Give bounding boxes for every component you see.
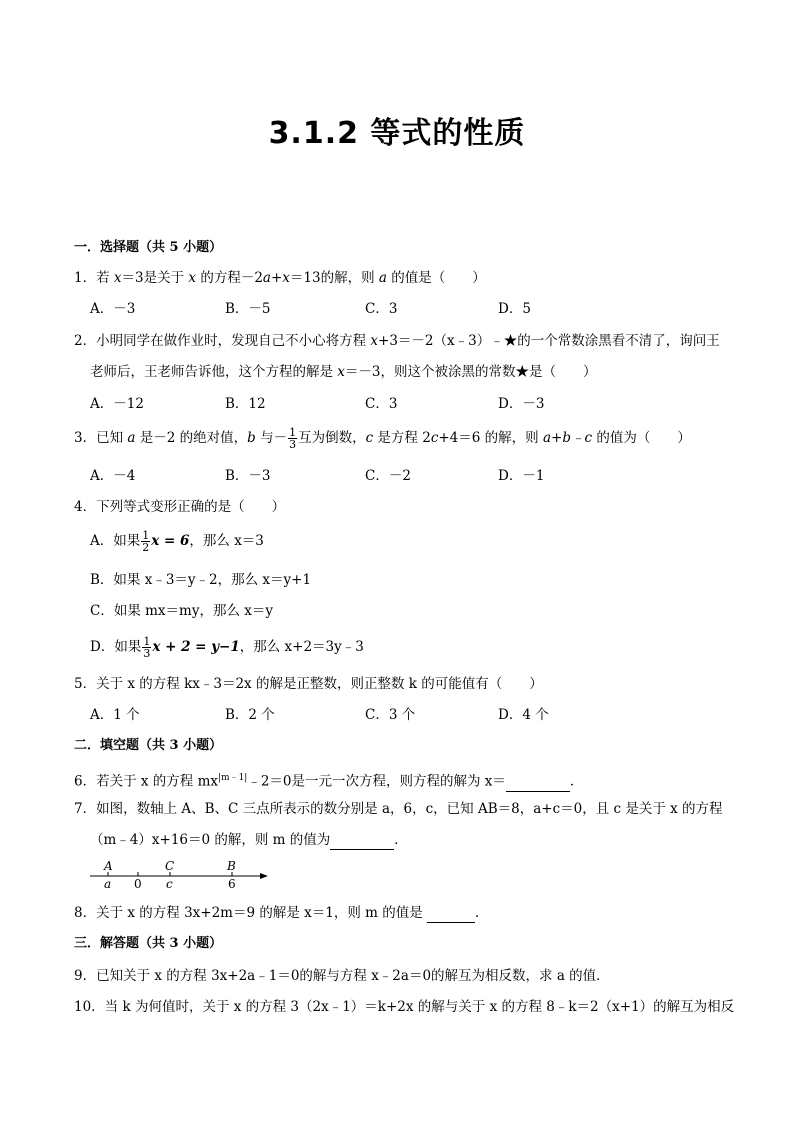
question-7-stem-line1: 7．如图，数轴上 A、B、C 三点所表示的数分别是 a，6，c，已知 AB＝8，a+c＝0，且 c 是关于 x 的方程 (74, 801, 723, 817)
question-4-option-a: A．如果 $\frac{1}{2}$ x = 6，那么 x＝3 (90, 529, 264, 554)
section-heading-choice: 一．选择题（共 5 小题） (74, 240, 223, 255)
question-1-option-d: D．5 (498, 301, 531, 317)
question-5-option-a: A．1 个 (90, 707, 140, 723)
point-label-c-upper: C (165, 859, 175, 873)
question-6-stem: 6．若关于 x 的方程 $mx^{|m﹣1|}﹣2=0$是一元一次方程，则方程的解为 x＝ ． (74, 773, 584, 790)
question-5-stem: 5．关于 x 的方程 kx﹣3＝2x 的解是正整数，则正整数 k 的可能值有（ ） (74, 676, 543, 692)
answer-blank[interactable] (427, 908, 475, 923)
question-9-stem: 9．已知关于 x 的方程 3x+2a﹣1＝0的解与方程 x﹣2a＝0的解互为相反数，求 a 的值． (74, 968, 610, 984)
question-3-option-d: D．－1 (498, 468, 545, 484)
question-5-option-c: C．3 个 (365, 707, 416, 723)
value-label-six: 6 (228, 877, 236, 891)
question-4-option-c: C．如果 mx＝my，那么 x＝y (90, 603, 273, 619)
value-label-a: a (104, 877, 112, 891)
axis-arrowhead (260, 873, 268, 879)
question-3-option-b: B．－3 (225, 468, 271, 484)
question-4-option-d: D．如果 $\frac{1}{3}$ x + 2 = y−1，那么 x+2＝3y﹣3 (90, 635, 364, 660)
question-1-option-c: C．3 (365, 301, 398, 317)
question-5-option-d: D．4 个 (498, 707, 549, 723)
question-4-stem: 4．下列等式变形正确的是（ ） (74, 499, 286, 515)
question-2-stem-line1: 2．小明同学在做作业时，发现自己不小心将方程 x+3＝－2（x﹣3）﹣★的一个常数涂黑看不清了，询问王 (74, 333, 720, 349)
question-1-option-a: A．－3 (90, 301, 136, 317)
question-2-option-b: B．12 (225, 396, 266, 412)
section-heading-fill: 二．填空题（共 3 小题） (74, 738, 223, 753)
value-label-c: c (166, 877, 173, 891)
fraction-one-third: $\frac{1}{3}$ (289, 426, 297, 451)
question-3-option-c: C．－2 (365, 468, 411, 484)
question-2-option-d: D．－3 (498, 396, 545, 412)
question-2-stem-line2: 老师后，王老师告诉他，这个方程的解是 x＝－3，则这个被涂黑的常数★是（ ） (90, 364, 597, 380)
question-10-stem: 10．当 k 为何值时，关于 x 的方程 3（2x﹣1）＝k+2x 的解与关于 x 的方程 8﹣k＝2（x+1）的解互为相反 (74, 999, 735, 1015)
value-label-zero: 0 (134, 877, 142, 891)
section-heading-solve: 三．解答题（共 3 小题） (74, 936, 223, 951)
number-line-figure (88, 856, 278, 892)
point-label-a-upper: A (104, 859, 113, 873)
question-5-option-b: B．2 个 (225, 707, 275, 723)
point-label-b-upper: B (227, 859, 236, 873)
question-7-stem-line2: （m﹣4）x+16＝0 的解，则 m 的值为 ． (90, 832, 408, 848)
answer-blank[interactable] (330, 835, 394, 850)
answer-blank[interactable] (506, 777, 570, 792)
question-3-stem: 3．已知 a 是－2 的绝对值，b 与－ $\frac{1}{3}$ 互为倒数，c 是方程 2c+4＝6 的解，则 a+b﹣c 的值为（ ） (74, 426, 691, 451)
question-1-option-b: B．－5 (225, 301, 271, 317)
question-2-option-c: C．3 (365, 396, 398, 412)
page-title: 3.1.2 等式的性质 (268, 116, 526, 151)
question-2-option-a: A．－12 (90, 396, 144, 412)
question-3-option-a: A．－4 (90, 468, 136, 484)
question-4-option-b: B．如果 x﹣3＝y﹣2，那么 x＝y+1 (90, 572, 312, 588)
question-8-stem: 8．关于 x 的方程 3x+2m＝9 的解是 x＝1，则 m 的值是 ． (74, 905, 489, 921)
question-1-stem: 1．若 x＝3是关于 x 的方程－2a+x＝13的解，则 a 的值是（ ） (74, 270, 486, 286)
